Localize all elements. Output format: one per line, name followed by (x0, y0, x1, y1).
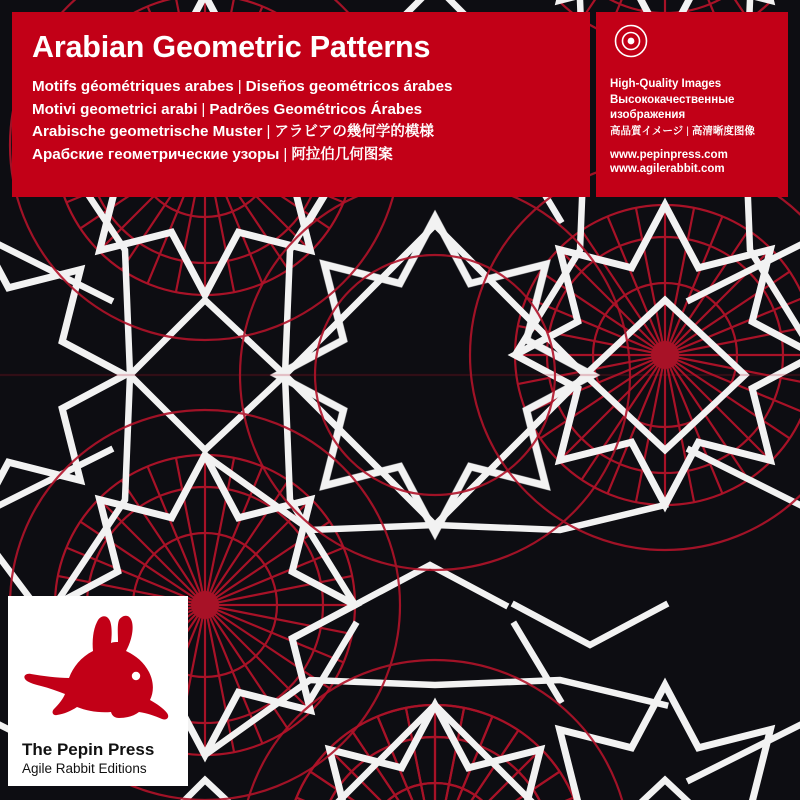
cd-disc-icon (614, 24, 648, 58)
quality-label-ru-line1: Высококачественные (610, 94, 735, 106)
subtitle-line-2 (32, 99, 570, 122)
subtitle-separator: | (283, 145, 288, 163)
website-pepinpress[interactable]: www.pepinpress.com (610, 149, 728, 161)
subtitle-separator: | (237, 78, 242, 95)
subtitle-2-right: Padrões Geométricos Árabes (209, 100, 423, 118)
quality-label-en: High-Quality Images (610, 78, 722, 90)
publisher-logo-block (8, 596, 188, 786)
page-title: Arabian Geometric Patterns (32, 30, 431, 64)
cjk-separator: | (686, 125, 689, 137)
quality-label-zh: 高清晰度图像 (691, 125, 755, 137)
subtitle-3-right: アラビアの幾何学的模様 (274, 124, 434, 140)
quality-label-ru-line2: изображения (610, 108, 686, 121)
subtitle-4-left: Арабские геометрические узоры (32, 145, 280, 163)
rabbit-icon-wrap (18, 602, 178, 739)
quality-label-cjk (610, 124, 778, 139)
subtitle-1-right: Diseños geométricos árabes (245, 78, 453, 95)
subtitle-separator: | (266, 123, 271, 140)
quality-label-ja: 高品質イメージ (610, 125, 684, 137)
title-band (12, 12, 590, 197)
website-agilerabbit[interactable]: www.agilerabbit.com (610, 163, 725, 175)
subtitle-line-3 (32, 121, 570, 144)
subtitle-3-left: Arabische geometrische Muster (32, 123, 263, 140)
publisher-name: The Pepin Press (22, 740, 155, 759)
subtitle-1-left: Motifs géométriques arabes (32, 78, 234, 95)
subtitle-4-right: 阿拉伯几何图案 (291, 146, 393, 163)
subtitle-line-4 (32, 144, 570, 167)
publisher-imprint: Agile Rabbit Editions (22, 761, 147, 776)
info-band (596, 12, 788, 197)
rabbit-icon (23, 612, 173, 730)
subtitle-line-1 (32, 76, 570, 99)
subtitle-separator: | (201, 100, 206, 118)
subtitle-2-left: Motivi geometrici arabi (32, 100, 198, 118)
